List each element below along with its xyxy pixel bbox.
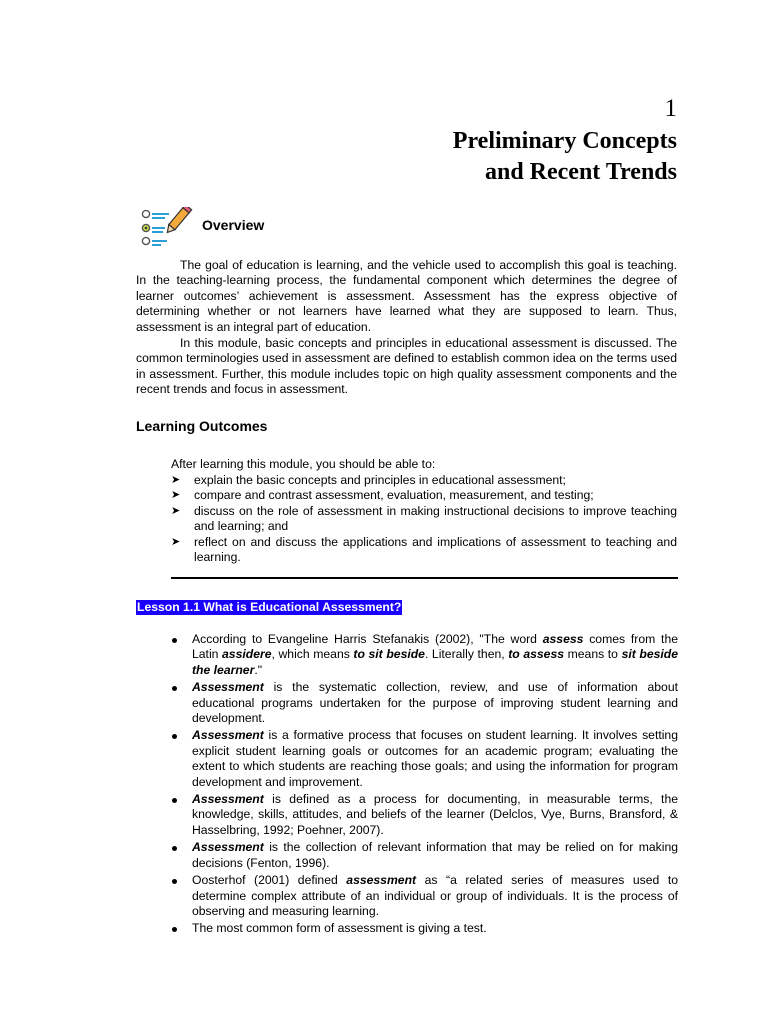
overview-paragraph-2-text: In this module, basic concepts and principles in educational assessment is discussed. The common terminologies used in assessment are defined to establish common idea on the terms used in assessment. Further, this module includes topic on high quality assessment components and the recent trends and focus in assessment. [136, 336, 677, 397]
emphasized-term: Assessment [192, 728, 264, 743]
chapter-title-line1: Preliminary Concepts [452, 128, 677, 154]
list-item [171, 680, 678, 726]
bullet-dot-icon [172, 686, 177, 691]
list-item [171, 873, 678, 919]
list-item [171, 921, 678, 936]
emphasized-term: Assessment [192, 680, 264, 695]
list-item-text: , which means [271, 647, 354, 662]
learning-outcomes-intro: After learning this module, you should be able to: [171, 457, 436, 471]
chapter-title [453, 126, 677, 188]
list-item-text: is the systematic collection, review, and use of information about educational programs undertaken for the purpose of improving student learning and development. [192, 680, 678, 726]
emphasized-term: assess [542, 632, 584, 646]
lesson-title: Lesson 1.1 What is Educational Assessment? [137, 600, 402, 614]
chapter-title-line2: and Recent Trends [484, 159, 677, 185]
bullet-dot-icon [172, 734, 177, 739]
list-item-text: explain the basic concepts and principles in educational assessment; [194, 473, 566, 487]
learning-outcomes-heading: Learning Outcomes [136, 418, 268, 434]
list-item-text: compare and contrast assessment, evaluation, measurement, and testing; [194, 488, 594, 503]
list-item-text: ." [254, 662, 263, 677]
list-item [171, 840, 678, 871]
arrow-bullet-icon: ➤ [171, 489, 181, 502]
list-item-text: means to [564, 647, 622, 662]
emphasized-term: sit beside the learner [192, 647, 678, 677]
overview-paragraph-1-text: The goal of education is learning, and the vehicle used to accomplish this goal is teaching. In the teaching-learning process, the fundamental component which determines the degree of learner outcomes’ achievement is assessment. Assessment has the express objective of determining whether or not learners have learned what they are supposed to learn. Thus, assessment is an integral part of education. [136, 258, 677, 334]
list-item [171, 488, 677, 503]
list-item-text: is defined as a process for documenting, in measurable terms, the knowledge, skills, attitudes, and beliefs of the learner (Delclos, Vye, Burns, Bransford, & Hasselbring, 1992; Poehner, 2007). [192, 792, 678, 837]
overview-paragraph-1 [136, 258, 677, 335]
list-item [171, 535, 677, 566]
overview-heading: Overview [202, 217, 265, 233]
list-item-text: According to Evangeline Harris Stefanakis (2002), "The word [192, 632, 543, 646]
list-item-text: Oosterhof (2001) defined [192, 873, 347, 888]
learning-outcomes-list [171, 473, 677, 565]
overview-paragraph-2 [136, 336, 677, 398]
arrow-bullet-icon: ➤ [171, 474, 181, 486]
list-item-text: is a formative process that focuses on student learning. It involves setting explicit student learning goals or outcomes for an academic program; evaluating the extent to which students are reaching those goals; and using the information for program development and improvement. [192, 728, 678, 789]
arrow-bullet-icon: ➤ [171, 535, 181, 548]
bullet-dot-icon [172, 927, 177, 932]
list-item [171, 504, 677, 535]
emphasized-term: Assessment [192, 840, 264, 855]
emphasized-term: to assess [508, 647, 565, 662]
bullet-dot-icon [172, 846, 177, 851]
list-item-text: reflect on and discuss the applications and implications of assessment to teaching and learning. [194, 534, 677, 565]
list-item-text: . Literally then, [424, 647, 509, 662]
section-divider [171, 577, 678, 579]
list-item [171, 728, 678, 790]
list-item [171, 792, 678, 838]
bullet-dot-icon [172, 638, 177, 643]
definitions-list [171, 632, 678, 939]
bullet-dot-icon [172, 879, 177, 884]
arrow-bullet-icon: ➤ [171, 504, 181, 517]
emphasized-term: assessment [346, 873, 417, 888]
list-item [171, 632, 678, 678]
list-item-text: comes from the Latin [192, 632, 678, 662]
list-item [171, 473, 677, 488]
list-item-text: as “a related series of measures used to determine complex attribute of an individual or group of individuals. It is the process of observing and measuring learning. [192, 873, 679, 918]
list-item-text: The most common form of assessment is giving a test. [192, 921, 487, 936]
list-item-text: discuss on the role of assessment in making instructional decisions to improve teaching and learning; and [194, 503, 677, 534]
emphasized-term: assidere [222, 647, 272, 662]
emphasized-term: to sit beside [353, 647, 425, 662]
checklist-pencil-icon [139, 207, 193, 247]
bullet-dot-icon [172, 798, 177, 803]
list-item-text: is the collection of relevant information that may be relied on for making decisions (Fenton, 1996). [192, 840, 678, 870]
emphasized-term: Assessment [192, 792, 264, 807]
chapter-number: 1 [664, 95, 677, 122]
